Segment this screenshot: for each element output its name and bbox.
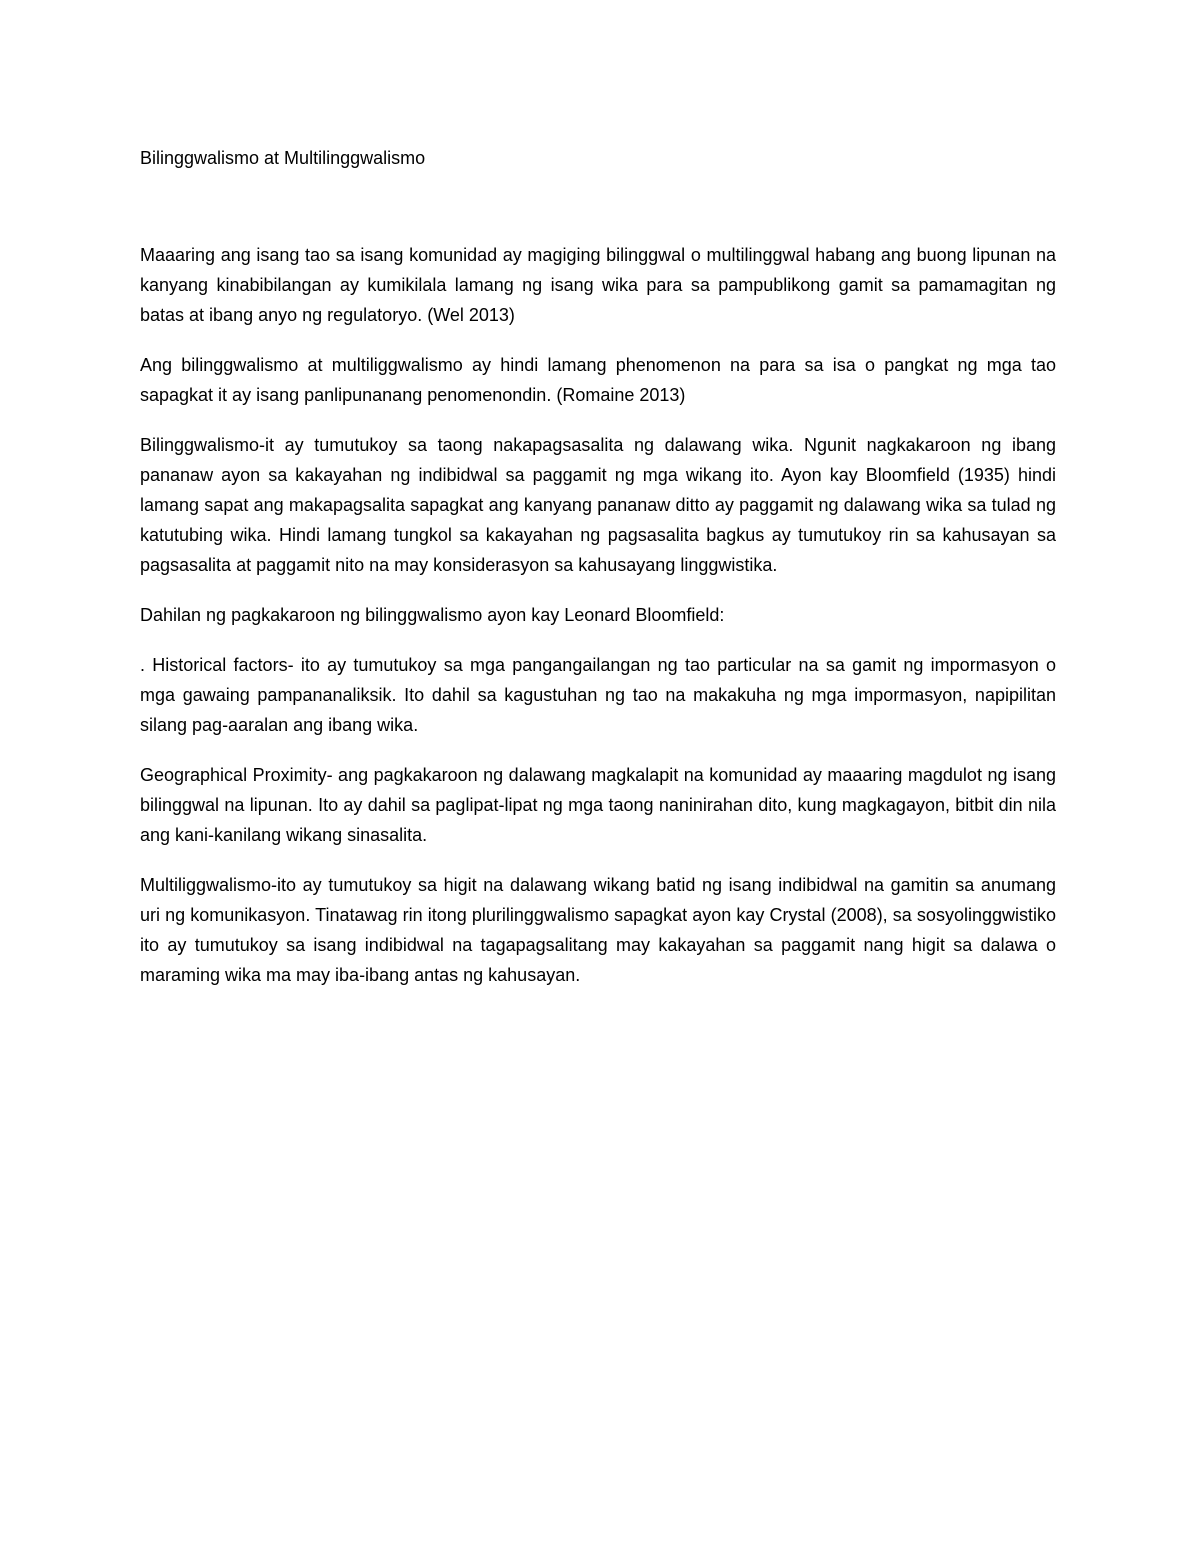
- paragraph-bilingualism-definition: Bilinggwalismo-it ay tumutukoy sa taong nakapagsasalita ng dalawang wika. Ngunit nagkakaroon ng ibang pananaw ayon sa kakayahan ng indibidwal sa paggamit ng mga wikang ito. Ayon kay Bloomfield (1935) hindi lamang sapat ang makapagsalita sapagkat ang kanyang pananaw ditto ay paggamit ng dalawang wika sa tulad ng katutubing wika. Hindi lamang tungkol sa kakayahan ng pagsasalita bagkus ay tumutukoy rin sa kahusayan sa pagsasalita at paggamit nito na may konsiderasyon sa kahusayang linggwistika.: [140, 435, 1056, 575]
- document-title: Bilinggwalismo at Multilinggwalismo: [140, 148, 426, 168]
- paragraph-reasons-heading: Dahilan ng pagkakaroon ng bilinggwalismo ayon kay Leonard Bloomfield:: [140, 605, 725, 625]
- paragraph-historical-factors: . Historical factors- ito ay tumutukoy sa mga pangangailangan ng tao particular na sa gamit ng impormasyon o mga gawaing pampananaliksik. Ito dahil sa kagustuhan ng tao na makakuha ng mga impormasyon, napipilitan silang pag-aaralan ang ibang wika.: [140, 655, 1056, 735]
- paragraph-multilingualism-definition: Multiliggwalismo-ito ay tumutukoy sa higit na dalawang wikang batid ng isang indibidwal na gamitin sa anumang uri ng komunikasyon. Tinatawag rin itong plurilinggwalismo sapagkat ayon kay Crystal (2008), sa sosyolinggwistiko ito ay tumutukoy sa isang indibidwal na tagapagsalitang may kakayahan sa paggamit nang higit sa dalawa o maraming wika ma may iba-ibang antas ng kahusayan.: [140, 875, 1056, 985]
- paragraph-social-phenomenon: Ang bilinggwalismo at multiliggwalismo ay hindi lamang phenomenon na para sa isa o pangkat ng mga tao sapagkat it ay isang panlipunanang penomenondin. (Romaine 2013): [140, 355, 1056, 405]
- document-body: [140, 240, 1056, 1010]
- paragraph-geographical-proximity: Geographical Proximity- ang pagkakaroon ng dalawang magkalapit na komunidad ay maaaring magdulot ng isang bilinggwal na lipunan. Ito ay dahil sa paglipat-lipat ng mga taong naninirahan dito, kung magkagayon, bitbit din nila ang kani-kanilang wikang sinasalita.: [140, 765, 1056, 845]
- paragraph-intro: Maaaring ang isang tao sa isang komunidad ay magiging bilinggwal o multilinggwal habang ang buong lipunan na kanyang kinabibilangan ay kumikilala lamang ng isang wika para sa pampublikong gamit sa pamamagitan ng batas at ibang anyo ng regulatoryo. (Wel 2013): [140, 245, 1056, 325]
